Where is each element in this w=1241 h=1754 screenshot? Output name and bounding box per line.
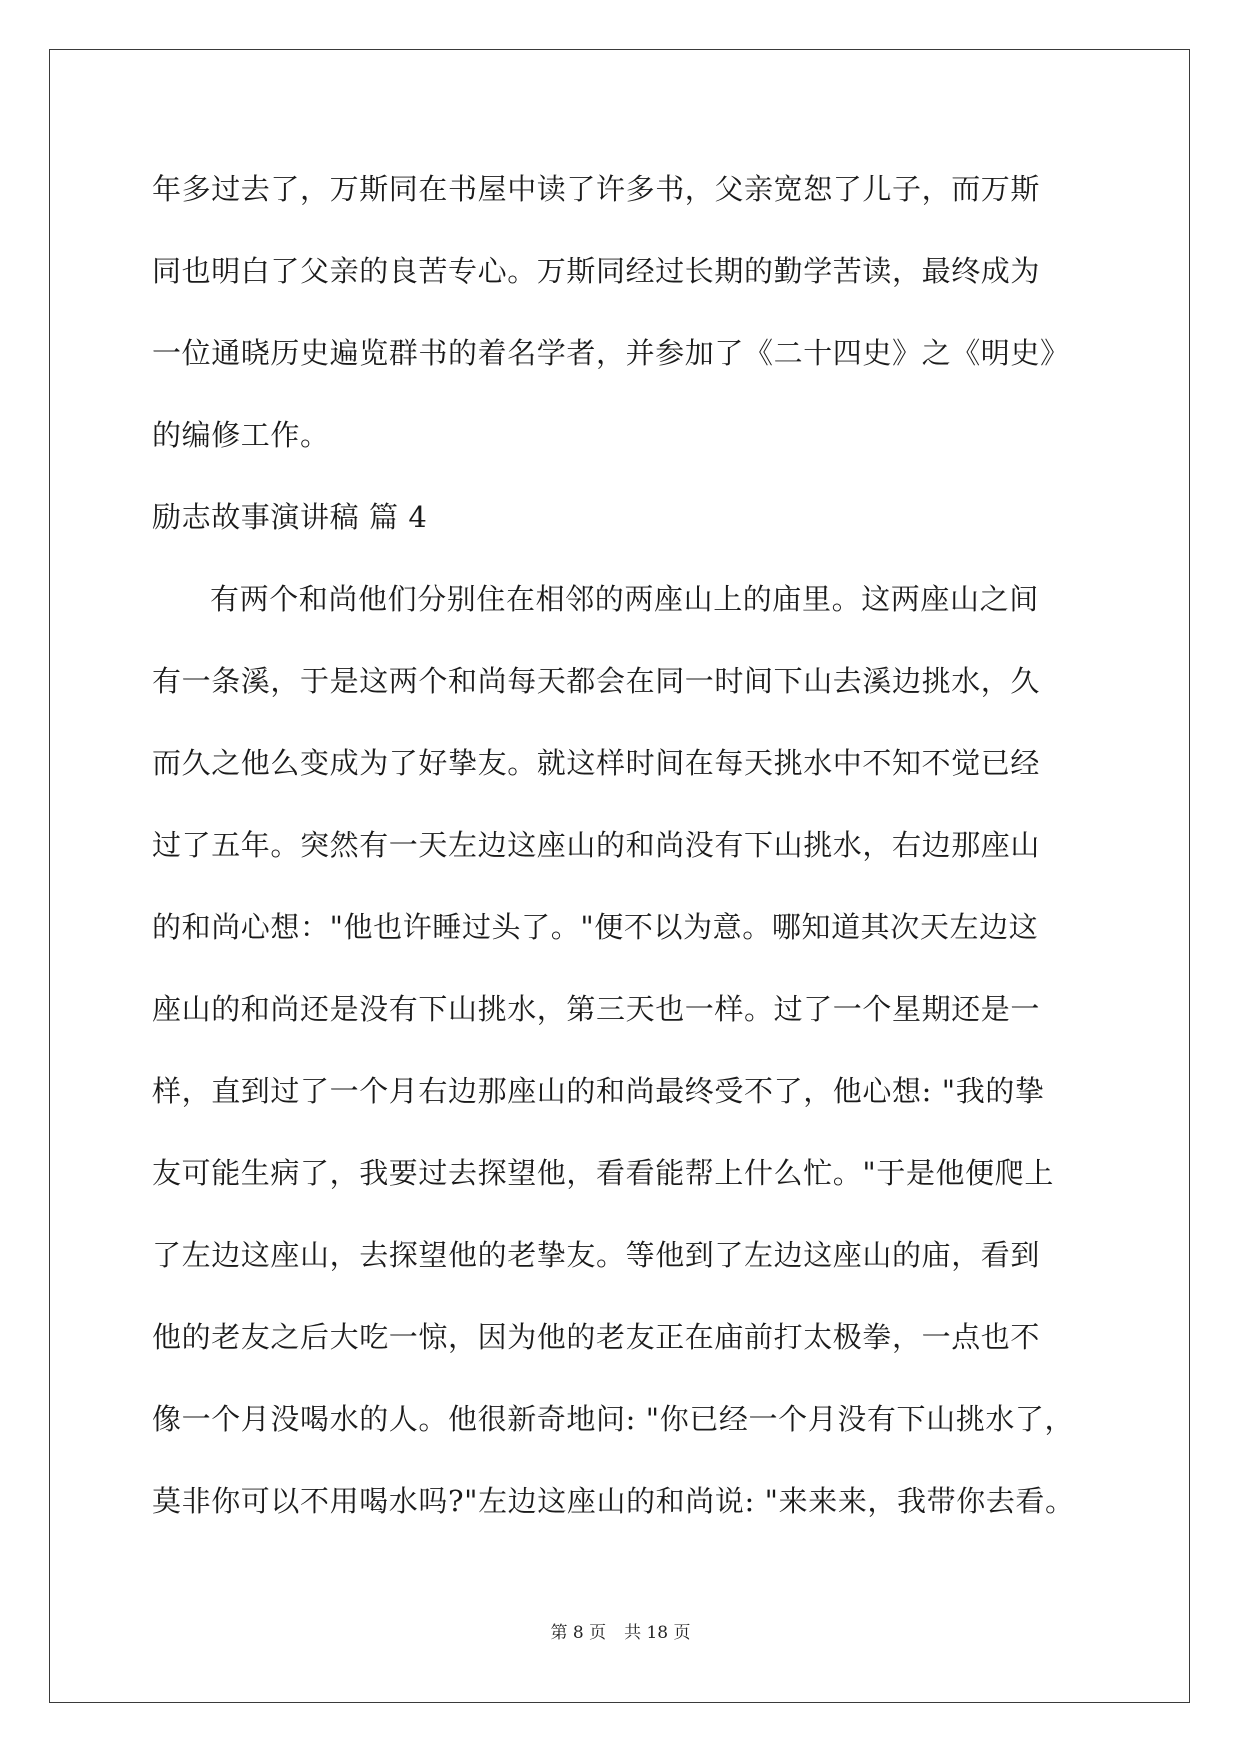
- text-line: 同也明白了父亲的良苦专心。万斯同经过长期的勤学苦读，最终成为: [152, 254, 1041, 288]
- text-line: 像一个月没喝水的人。他很新奇地问: "你已经一个月没有下山挑水了，: [152, 1402, 1075, 1436]
- text-line: 样，直到过了一个月右边那座山的和尚最终受不了，他心想: "我的挚: [152, 1074, 1045, 1108]
- text-line: 友可能生病了，我要过去探望他，看看能帮上什么忙。"于是他便爬上: [152, 1156, 1054, 1190]
- page-total: 共 18 页: [624, 1623, 691, 1643]
- document-body: [152, 160, 1092, 1554]
- text-line: 年多过去了，万斯同在书屋中读了许多书，父亲宽恕了儿子，而万斯: [152, 172, 1041, 206]
- text-line: 他的老友之后大吃一惊，因为他的老友正在庙前打太极拳，一点也不: [152, 1320, 1041, 1354]
- text-line: 座山的和尚还是没有下山挑水，第三天也一样。过了一个星期还是一: [152, 992, 1041, 1026]
- text-line: 了左边这座山，去探望他的老挚友。等他到了左边这座山的庙，看到: [152, 1238, 1041, 1272]
- page-footer: [0, 1618, 1241, 1643]
- text-line: 有一条溪，于是这两个和尚每天都会在同一时间下山去溪边挑水，久: [152, 664, 1041, 698]
- text-line: 一位通晓历史遍览群书的着名学者，并参加了《二十四史》之《明史》: [152, 336, 1070, 370]
- text-line: 莫非你可以不用喝水吗?"左边这座山的和尚说: "来来来，我带你去看。: [152, 1484, 1075, 1518]
- section-heading: 励志故事演讲稿 篇 4: [152, 500, 428, 534]
- text-line: 过了五年。突然有一天左边这座山的和尚没有下山挑水，右边那座山: [152, 828, 1041, 862]
- text-line: 有两个和尚他们分别住在相邻的两座山上的庙里。这两座山之间: [210, 582, 1039, 616]
- text-line: 而久之他么变成为了好挚友。就这样时间在每天挑水中不知不觉已经: [152, 746, 1041, 780]
- text-line: 的和尚心想："他也许睡过头了。"便不以为意。哪知道其次天左边这: [152, 910, 1039, 944]
- page-number: 第 8 页: [550, 1623, 607, 1643]
- text-line: 的编修工作。: [152, 418, 330, 452]
